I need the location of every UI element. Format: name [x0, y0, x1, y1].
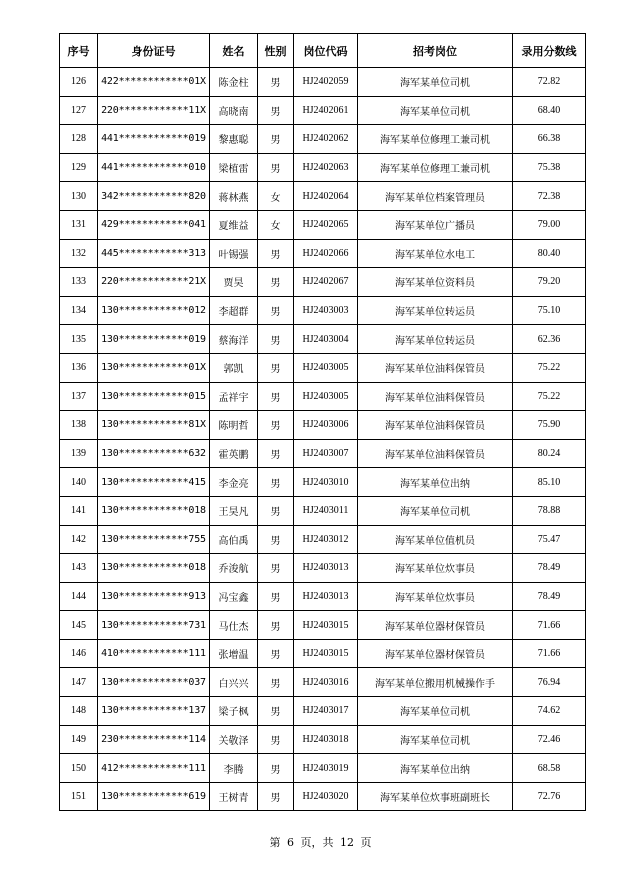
- cell-post-code: HJ2402059: [294, 68, 358, 97]
- cell-score: 75.10: [513, 296, 586, 325]
- cell-id-number: 130************015: [98, 382, 210, 411]
- cell-name: 叶锡强: [210, 239, 258, 268]
- cell-name: 蔡海洋: [210, 325, 258, 354]
- table-row: [60, 125, 586, 154]
- cell-name: 梁植雷: [210, 153, 258, 182]
- cell-post: 海军某单位出纳: [358, 468, 513, 497]
- table-row: [60, 611, 586, 640]
- cell-post-code: HJ2403003: [294, 296, 358, 325]
- cell-gender: 男: [258, 439, 294, 468]
- cell-id-number: 410************111: [98, 639, 210, 668]
- cell-score: 71.66: [513, 611, 586, 640]
- cell-id-number: 441************019: [98, 125, 210, 154]
- cell-post-code: HJ2403005: [294, 382, 358, 411]
- table-row: [60, 496, 586, 525]
- cell-name: 黎惠聪: [210, 125, 258, 154]
- cell-gender: 男: [258, 411, 294, 440]
- table-body: [60, 68, 586, 811]
- cell-gender: 女: [258, 210, 294, 239]
- cell-seq: 147: [60, 668, 98, 697]
- cell-seq: 126: [60, 68, 98, 97]
- table-row: [60, 525, 586, 554]
- cell-post-code: HJ2402066: [294, 239, 358, 268]
- cell-seq: 144: [60, 582, 98, 611]
- cell-seq: 140: [60, 468, 98, 497]
- cell-id-number: 130************137: [98, 697, 210, 726]
- cell-post-code: HJ2402063: [294, 153, 358, 182]
- cell-gender: 男: [258, 325, 294, 354]
- cell-name: 陈金柱: [210, 68, 258, 97]
- table-row: [60, 582, 586, 611]
- cell-id-number: 130************913: [98, 582, 210, 611]
- table-row: [60, 353, 586, 382]
- cell-post-code: HJ2403005: [294, 353, 358, 382]
- cell-post-code: HJ2403015: [294, 639, 358, 668]
- col-header-post: 招考岗位: [358, 34, 513, 68]
- cell-name: 白兴兴: [210, 668, 258, 697]
- cell-id-number: 130************619: [98, 782, 210, 811]
- cell-post: 海军某单位炊事员: [358, 554, 513, 583]
- header-row: [60, 34, 586, 68]
- cell-name: 高伯禹: [210, 525, 258, 554]
- cell-score: 85.10: [513, 468, 586, 497]
- cell-seq: 146: [60, 639, 98, 668]
- cell-post: 海军某单位油料保管员: [358, 382, 513, 411]
- cell-gender: 男: [258, 239, 294, 268]
- cell-seq: 151: [60, 782, 98, 811]
- col-header-seq: 序号: [60, 34, 98, 68]
- cell-post: 海军某单位炊事员: [358, 582, 513, 611]
- table-row: [60, 210, 586, 239]
- cell-post: 海军某单位广播员: [358, 210, 513, 239]
- cell-score: 74.62: [513, 697, 586, 726]
- col-header-score: 录用分数线: [513, 34, 586, 68]
- cell-post: 海军某单位器材保管员: [358, 639, 513, 668]
- cell-gender: 男: [258, 725, 294, 754]
- cell-post: 海军某单位司机: [358, 697, 513, 726]
- cell-name: 蒋林燕: [210, 182, 258, 211]
- table-row: [60, 239, 586, 268]
- cell-post: 海军某单位搬用机械操作手: [358, 668, 513, 697]
- cell-gender: 男: [258, 268, 294, 297]
- cell-score: 75.22: [513, 353, 586, 382]
- cell-post-code: HJ2403017: [294, 697, 358, 726]
- page-footer: 第 6 页，共 12 页: [269, 836, 372, 849]
- cell-seq: 131: [60, 210, 98, 239]
- cell-id-number: 220************11X: [98, 96, 210, 125]
- table-row: [60, 468, 586, 497]
- cell-score: 75.22: [513, 382, 586, 411]
- cell-post: 海军某单位资料员: [358, 268, 513, 297]
- col-header-name: 姓名: [210, 34, 258, 68]
- cell-gender: 男: [258, 153, 294, 182]
- cell-id-number: 130************037: [98, 668, 210, 697]
- cell-seq: 136: [60, 353, 98, 382]
- cell-post: 海军某单位修理工兼司机: [358, 153, 513, 182]
- cell-gender: 男: [258, 668, 294, 697]
- cell-name: 霍英鹏: [210, 439, 258, 468]
- cell-id-number: 429************041: [98, 210, 210, 239]
- cell-gender: 男: [258, 468, 294, 497]
- cell-id-number: 130************81X: [98, 411, 210, 440]
- cell-id-number: 220************21X: [98, 268, 210, 297]
- cell-name: 王昊凡: [210, 496, 258, 525]
- cell-score: 75.38: [513, 153, 586, 182]
- cell-score: 79.00: [513, 210, 586, 239]
- cell-score: 79.20: [513, 268, 586, 297]
- cell-seq: 127: [60, 96, 98, 125]
- table-row: [60, 325, 586, 354]
- cell-seq: 133: [60, 268, 98, 297]
- cell-post: 海军某单位档案管理员: [358, 182, 513, 211]
- cell-id-number: 230************114: [98, 725, 210, 754]
- cell-name: 冯宝鑫: [210, 582, 258, 611]
- cell-gender: 男: [258, 96, 294, 125]
- cell-post-code: HJ2403007: [294, 439, 358, 468]
- cell-post-code: HJ2403020: [294, 782, 358, 811]
- cell-id-number: 342************820: [98, 182, 210, 211]
- cell-post: 海军某单位司机: [358, 68, 513, 97]
- table-row: [60, 697, 586, 726]
- col-header-id-number: 身份证号: [98, 34, 210, 68]
- cell-id-number: 130************755: [98, 525, 210, 554]
- cell-id-number: 130************632: [98, 439, 210, 468]
- cell-score: 68.58: [513, 754, 586, 783]
- cell-gender: 男: [258, 754, 294, 783]
- cell-score: 72.46: [513, 725, 586, 754]
- cell-post: 海军某单位修理工兼司机: [358, 125, 513, 154]
- cell-post-code: HJ2403011: [294, 496, 358, 525]
- cell-score: 72.76: [513, 782, 586, 811]
- cell-score: 75.47: [513, 525, 586, 554]
- cell-name: 郭凯: [210, 353, 258, 382]
- cell-score: 71.66: [513, 639, 586, 668]
- cell-post-code: HJ2403013: [294, 554, 358, 583]
- table-row: [60, 96, 586, 125]
- cell-gender: 女: [258, 182, 294, 211]
- table-row: [60, 153, 586, 182]
- cell-post: 海军某单位油料保管员: [358, 439, 513, 468]
- col-header-post-code: 岗位代码: [294, 34, 358, 68]
- cell-post-code: HJ2402064: [294, 182, 358, 211]
- cell-id-number: 441************010: [98, 153, 210, 182]
- cell-post-code: HJ2403006: [294, 411, 358, 440]
- cell-seq: 150: [60, 754, 98, 783]
- cell-seq: 135: [60, 325, 98, 354]
- table-row: [60, 182, 586, 211]
- cell-score: 66.38: [513, 125, 586, 154]
- table-row: [60, 782, 586, 811]
- cell-gender: 男: [258, 611, 294, 640]
- cell-post-code: HJ2403004: [294, 325, 358, 354]
- cell-gender: 男: [258, 382, 294, 411]
- cell-seq: 141: [60, 496, 98, 525]
- cell-id-number: 130************018: [98, 496, 210, 525]
- cell-seq: 130: [60, 182, 98, 211]
- cell-gender: 男: [258, 353, 294, 382]
- cell-score: 75.90: [513, 411, 586, 440]
- cell-post-code: HJ2403015: [294, 611, 358, 640]
- cell-seq: 138: [60, 411, 98, 440]
- cell-name: 乔浚航: [210, 554, 258, 583]
- cell-gender: 男: [258, 554, 294, 583]
- cell-id-number: 445************313: [98, 239, 210, 268]
- cell-post-code: HJ2402067: [294, 268, 358, 297]
- cell-score: 78.49: [513, 582, 586, 611]
- cell-gender: 男: [258, 697, 294, 726]
- table-row: [60, 439, 586, 468]
- results-sheet: [59, 33, 585, 811]
- cell-id-number: 130************012: [98, 296, 210, 325]
- cell-seq: 142: [60, 525, 98, 554]
- cell-name: 夏维益: [210, 210, 258, 239]
- cell-seq: 145: [60, 611, 98, 640]
- cell-score: 68.40: [513, 96, 586, 125]
- cell-post-code: HJ2402061: [294, 96, 358, 125]
- table-row: [60, 296, 586, 325]
- cell-seq: 139: [60, 439, 98, 468]
- table-row: [60, 639, 586, 668]
- cell-seq: 149: [60, 725, 98, 754]
- cell-id-number: 130************731: [98, 611, 210, 640]
- cell-post: 海军某单位出纳: [358, 754, 513, 783]
- cell-name: 李超群: [210, 296, 258, 325]
- cell-post-code: HJ2403016: [294, 668, 358, 697]
- cell-gender: 男: [258, 639, 294, 668]
- cell-post: 海军某单位水电工: [358, 239, 513, 268]
- cell-post-code: HJ2403012: [294, 525, 358, 554]
- cell-post: 海军某单位司机: [358, 96, 513, 125]
- cell-gender: 男: [258, 496, 294, 525]
- cell-gender: 男: [258, 125, 294, 154]
- cell-gender: 男: [258, 782, 294, 811]
- cell-name: 高晓南: [210, 96, 258, 125]
- table-row: [60, 554, 586, 583]
- cell-post: 海军某单位油料保管员: [358, 353, 513, 382]
- cell-post: 海军某单位转运员: [358, 325, 513, 354]
- table-row: [60, 68, 586, 97]
- cell-id-number: 130************01X: [98, 353, 210, 382]
- cell-seq: 132: [60, 239, 98, 268]
- cell-post: 海军某单位炊事班副班长: [358, 782, 513, 811]
- cell-name: 贾昊: [210, 268, 258, 297]
- cell-post-code: HJ2403018: [294, 725, 358, 754]
- cell-seq: 137: [60, 382, 98, 411]
- cell-name: 李腾: [210, 754, 258, 783]
- table-row: [60, 382, 586, 411]
- cell-post: 海军某单位值机员: [358, 525, 513, 554]
- cell-seq: 143: [60, 554, 98, 583]
- cell-score: 62.36: [513, 325, 586, 354]
- cell-id-number: 412************111: [98, 754, 210, 783]
- cell-post-code: HJ2402062: [294, 125, 358, 154]
- cell-post-code: HJ2402065: [294, 210, 358, 239]
- cell-gender: 男: [258, 525, 294, 554]
- cell-name: 梁子枫: [210, 697, 258, 726]
- col-header-gender: 性别: [258, 34, 294, 68]
- cell-post-code: HJ2403010: [294, 468, 358, 497]
- cell-name: 李金亮: [210, 468, 258, 497]
- cell-name: 关敬泽: [210, 725, 258, 754]
- table-row: [60, 754, 586, 783]
- table-row: [60, 411, 586, 440]
- cell-score: 78.49: [513, 554, 586, 583]
- cell-gender: 男: [258, 582, 294, 611]
- cell-seq: 128: [60, 125, 98, 154]
- cell-name: 张增温: [210, 639, 258, 668]
- table-row: [60, 268, 586, 297]
- cell-name: 孟祥宇: [210, 382, 258, 411]
- cell-id-number: 130************018: [98, 554, 210, 583]
- cell-gender: 男: [258, 296, 294, 325]
- cell-score: 76.94: [513, 668, 586, 697]
- cell-name: 陈明哲: [210, 411, 258, 440]
- cell-seq: 134: [60, 296, 98, 325]
- cell-score: 78.88: [513, 496, 586, 525]
- cell-seq: 129: [60, 153, 98, 182]
- cell-post-code: HJ2403013: [294, 582, 358, 611]
- cell-post: 海军某单位司机: [358, 496, 513, 525]
- admission-score-table: [59, 33, 586, 811]
- cell-name: 马仕杰: [210, 611, 258, 640]
- cell-score: 80.40: [513, 239, 586, 268]
- cell-score: 80.24: [513, 439, 586, 468]
- cell-id-number: 130************415: [98, 468, 210, 497]
- cell-id-number: 130************019: [98, 325, 210, 354]
- cell-name: 王树青: [210, 782, 258, 811]
- cell-post: 海军某单位司机: [358, 725, 513, 754]
- table-row: [60, 668, 586, 697]
- cell-score: 72.82: [513, 68, 586, 97]
- cell-post: 海军某单位油料保管员: [358, 411, 513, 440]
- cell-post-code: HJ2403019: [294, 754, 358, 783]
- cell-seq: 148: [60, 697, 98, 726]
- table-row: [60, 725, 586, 754]
- cell-post: 海军某单位器材保管员: [358, 611, 513, 640]
- cell-id-number: 422************01X: [98, 68, 210, 97]
- cell-score: 72.38: [513, 182, 586, 211]
- cell-gender: 男: [258, 68, 294, 97]
- cell-post: 海军某单位转运员: [358, 296, 513, 325]
